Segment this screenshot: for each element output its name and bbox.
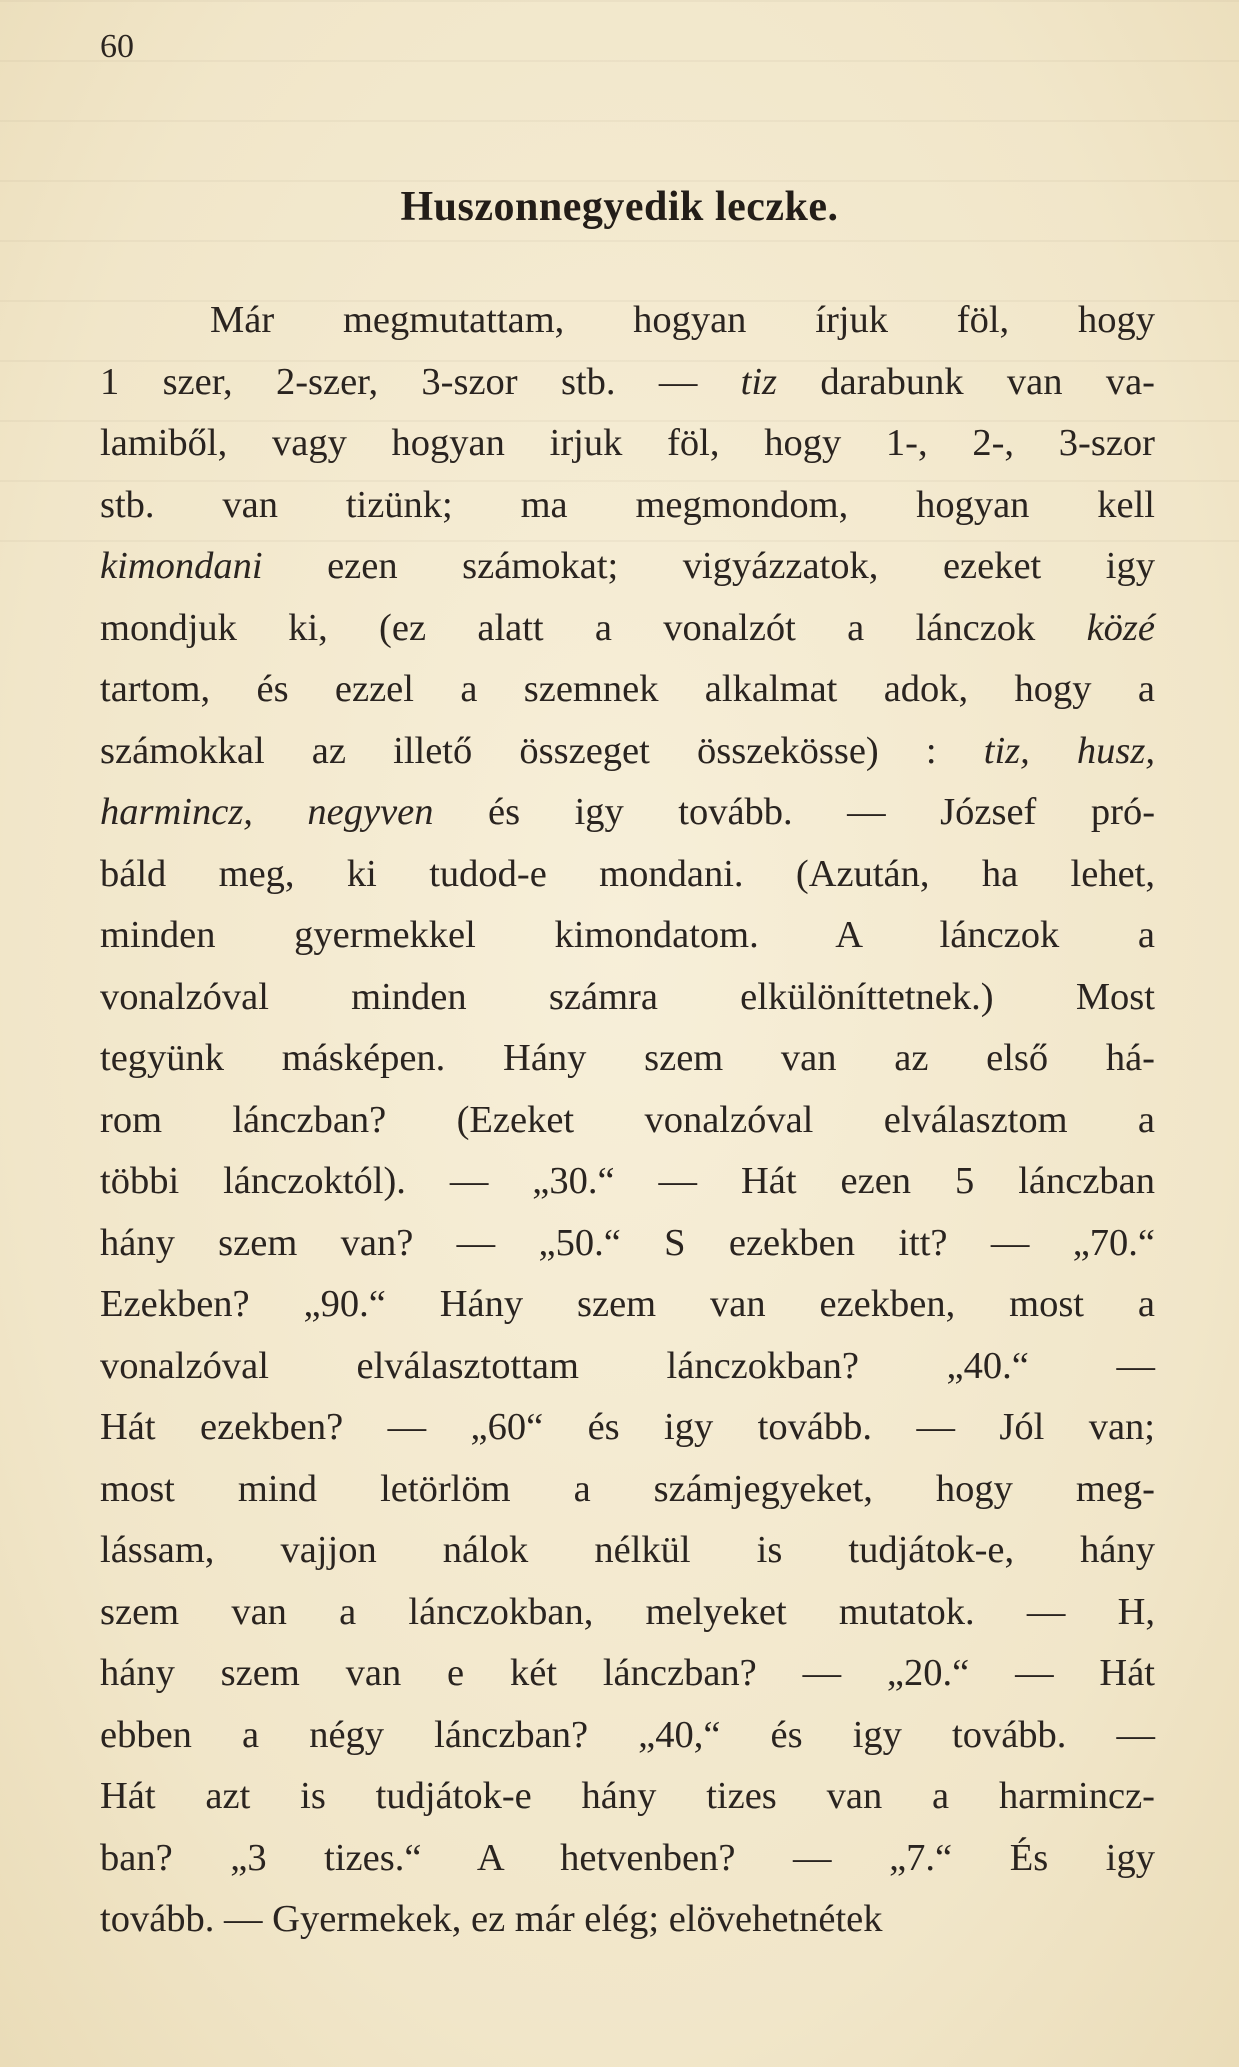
text-line <box>100 475 1155 537</box>
text-run: ban? „3 tizes.“ A hetvenben? — „7.“ És igy <box>100 1836 1155 1879</box>
text-run: Ezekben? „90.“ Hány szem van ezekben, most a <box>100 1283 1155 1325</box>
text-line <box>100 1766 1155 1828</box>
text-run: hány szem van? — „50.“ S ezekben itt? — „70.“ <box>100 1221 1155 1264</box>
italic-text: közé <box>1086 606 1155 649</box>
text-run: vonalzóval elválasztottam lánczokban? „40.“ — <box>100 1344 1155 1387</box>
text-line <box>100 413 1155 475</box>
text-run: minden gyermekkel kimondatom. A lánczok a <box>100 914 1155 956</box>
text-line <box>100 1459 1155 1521</box>
text-run: Már megmutattam, hogyan írjuk föl, hogy <box>210 299 1155 341</box>
text-line <box>100 536 1155 598</box>
text-line <box>100 1705 1155 1767</box>
text-run: rom lánczban? (Ezeket vonalzóval elválasztom a <box>100 1098 1155 1141</box>
page-number: 60 <box>100 28 134 65</box>
text-run: lamiből, vagy hogyan irjuk föl, hogy 1-, 2-, 3-szor <box>100 422 1155 464</box>
text-run: tartom, és ezzel a szemnek alkalmat adok, hogy a <box>100 668 1155 710</box>
text-line <box>100 905 1155 967</box>
text-run: ebben a négy lánczban? „40,“ és igy tovább. — <box>100 1713 1155 1756</box>
body-text <box>100 290 1155 1951</box>
text-run: Hát azt is tudjátok-e hány tizes van a harmincz- <box>100 1775 1155 1817</box>
text-line <box>100 1274 1155 1336</box>
text-run: hány szem van e két lánczban? — „20.“ — Hát <box>100 1652 1155 1694</box>
text-line <box>100 1889 1155 1951</box>
text-run: ezen számokat; vigyázzatok, ezeket igy <box>262 545 1155 587</box>
text-run: mondjuk ki, (ez alatt a vonalzót a lánczok <box>100 606 1087 649</box>
text-run: Hát ezekben? — „60“ és igy tovább. — Jól van; <box>100 1406 1155 1448</box>
text-line <box>100 1582 1155 1644</box>
text-run: darabunk van va- <box>777 360 1156 403</box>
text-line <box>100 844 1155 906</box>
text-run: szem van a lánczokban, melyeket mutatok. — H, <box>100 1590 1155 1633</box>
text-run: vonalzóval minden számra elkülöníttetnek.) Most <box>100 975 1155 1018</box>
italic-text: kimondani <box>100 545 263 587</box>
text-run: tegyünk másképen. Hány szem van az első há- <box>100 1037 1155 1079</box>
text-run: többi lánczoktól). — „30.“ — Hát ezen 5 lánczban <box>100 1160 1155 1202</box>
text-line <box>100 1336 1155 1398</box>
text-line <box>100 1028 1155 1090</box>
italic-text: harmincz, negyven <box>100 791 434 833</box>
text-run: 1 szer, 2-szer, 3-szor stb. — <box>100 360 741 403</box>
text-line <box>100 598 1155 660</box>
text-line <box>100 1090 1155 1152</box>
text-line <box>100 782 1155 844</box>
text-run: stb. van tizünk; ma megmondom, hogyan kell <box>100 483 1155 526</box>
text-line <box>100 1397 1155 1459</box>
text-line <box>100 967 1155 1029</box>
text-run: most mind letörlöm a számjegyeket, hogy meg- <box>100 1467 1155 1510</box>
text-line <box>100 352 1155 414</box>
text-line <box>100 1520 1155 1582</box>
text-line <box>100 721 1155 783</box>
text-line <box>100 1213 1155 1275</box>
text-line <box>100 659 1155 721</box>
lesson-heading: Huszonnegyedik leczke. <box>400 184 839 230</box>
text-line <box>100 1643 1155 1705</box>
text-line <box>100 1828 1155 1890</box>
text-line <box>100 1151 1155 1213</box>
text-run: báld meg, ki tudod-e mondani. (Azután, ha lehet, <box>100 852 1155 895</box>
text-line <box>100 290 1155 352</box>
text-run: lássam, vajjon nálok nélkül is tudjátok-e, hány <box>100 1529 1155 1571</box>
italic-text: tiz, husz, <box>983 729 1155 772</box>
italic-text: tiz <box>740 360 778 403</box>
text-run: számokkal az illető összeget összekösse) : <box>100 729 984 772</box>
text-run: és igy tovább. — József pró- <box>433 791 1156 833</box>
text-run: tovább. — Gyermekek, ez már elég; elövehetnétek <box>100 1898 883 1940</box>
